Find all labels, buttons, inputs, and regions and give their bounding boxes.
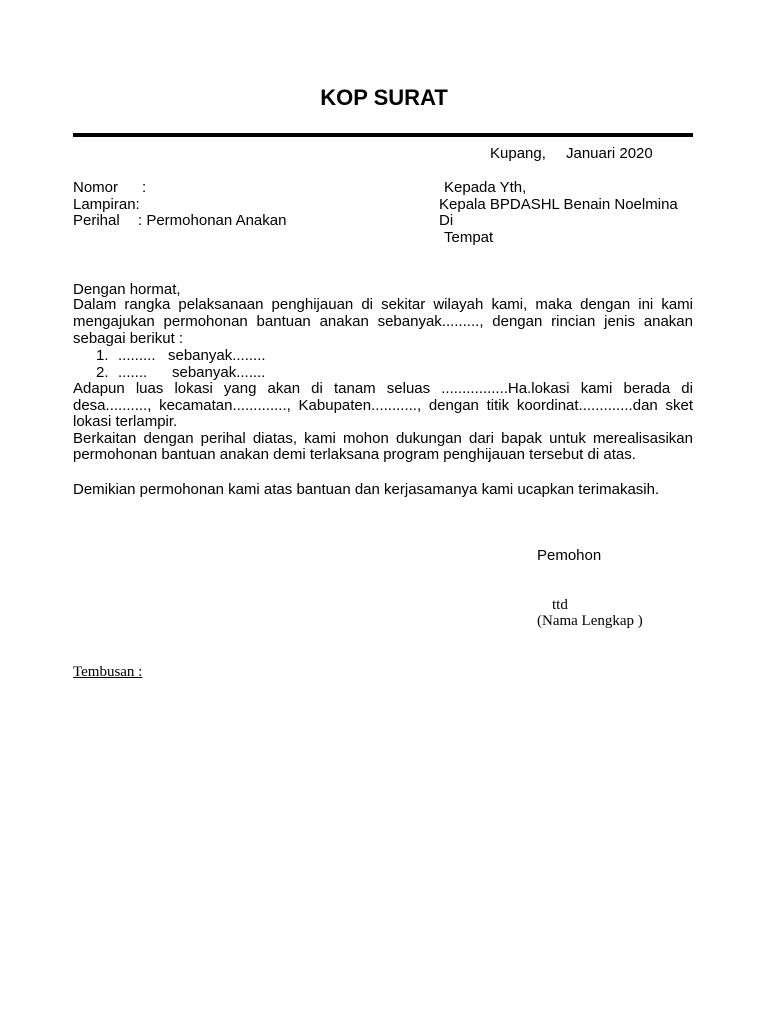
list-item-1-dots: ......... <box>118 347 156 364</box>
letterhead-title: KOP SURAT <box>320 85 448 110</box>
signature-ttd: ttd <box>552 597 568 613</box>
paragraph-1-line-3: sebagai berikut : <box>73 330 184 347</box>
nomor-label: Nomor <box>73 179 119 196</box>
signatory-name: (Nama Lengkap ) <box>537 613 643 629</box>
recipient-line-1: Kepada Yth, <box>444 179 527 196</box>
list-item-2-number: 2. <box>96 364 109 381</box>
carbon-copy-label: Tembusan : <box>73 664 143 680</box>
recipient-line-4: Tempat <box>444 229 494 246</box>
closing-sentence: Demikian permohonan kami atas bantuan dan kerjasamanya kami ucapkan terimakasih. <box>73 481 660 498</box>
paragraph-3-line-1: Berkaitan dengan perihal diatas, kami mohon dukungan dari bapak untuk merealisasikan <box>73 430 693 447</box>
list-item-2-text: sebanyak....... <box>172 364 266 381</box>
paragraph-2-line-1: Adapun luas lokasi yang akan di tanam seluas ................Ha.lokasi kami berada di <box>73 380 693 397</box>
place-city: Kupang, <box>490 145 546 162</box>
perihal-label: Perihal <box>73 212 120 229</box>
greeting: Dengan hormat, <box>73 281 181 298</box>
letter-date: Januari 2020 <box>566 145 653 162</box>
paragraph-1-line-2: mengajukan permohonan bantuan anakan sebanyak........., dengan rincian jenis anakan <box>73 313 693 330</box>
list-item-1-text: sebanyak........ <box>168 347 266 364</box>
list-item-1-number: 1. <box>96 347 109 364</box>
paragraph-2-line-2: desa.........., kecamatan............., Kabupaten..........., dengan titik koordinat.............dan sket <box>73 397 693 414</box>
paragraph-1-line-1: Dalam rangka pelaksanaan penghijauan di sekitar wilayah kami, maka dengan ini kami <box>73 296 693 313</box>
paragraph-3-line-2: permohonan bantuan anakan demi terlaksana program penghijauan tersebut di atas. <box>73 446 636 463</box>
perihal-value: : Permohonan Anakan <box>138 212 287 229</box>
lampiran-label: Lampiran: <box>73 196 140 213</box>
list-item-2-dots: ....... <box>118 364 148 381</box>
paragraph-2-line-3: lokasi terlampir. <box>73 413 178 430</box>
nomor-separator: : <box>142 179 147 196</box>
recipient-line-3: Di <box>439 212 454 229</box>
signature-role: Pemohon <box>537 547 602 564</box>
recipient-line-2: Kepala BPDASHL Benain Noelmina <box>439 196 678 213</box>
letterhead-rule <box>73 133 693 137</box>
